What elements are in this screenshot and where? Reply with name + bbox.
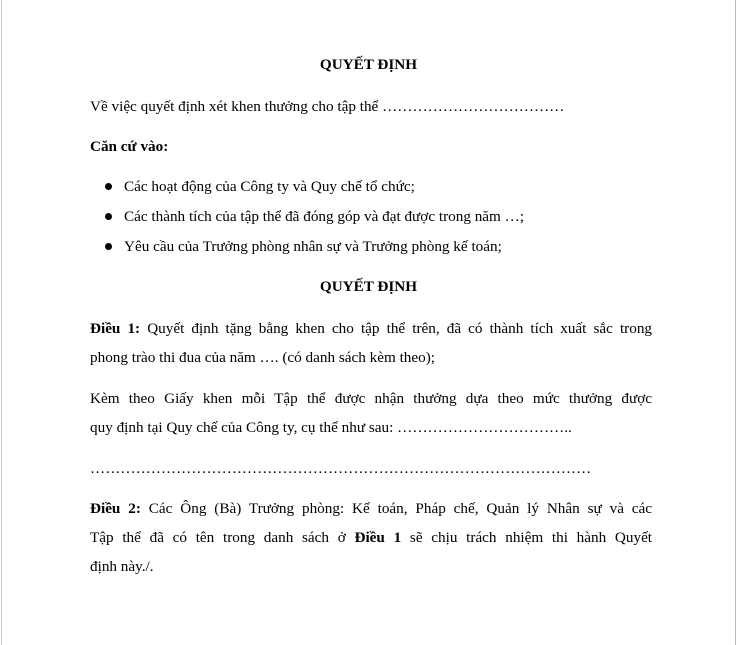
article-1-label: Điều 1: xyxy=(90,320,141,337)
basis-item: Yêu cầu của Trưởng phòng nhân sự và Trưởng phòng kế toán; xyxy=(124,238,502,255)
basis-heading: Căn cứ vào: xyxy=(90,138,169,155)
article-2-line-2 xyxy=(90,528,652,548)
article-1-line-2: phong trào thi đua của năm …. (có danh sách kèm theo); xyxy=(90,349,435,366)
attachment-line-1: Kèm theo Giấy khen mỗi Tập thể được nhận thưởng dựa theo mức thưởng được xyxy=(90,390,652,407)
article-2-label: Điều 2: xyxy=(90,500,141,517)
article-2-line-1 xyxy=(90,499,652,519)
bullet-icon xyxy=(105,243,112,250)
article-2-text: sẽ chịu trách nhiệm thi hành Quyết xyxy=(409,529,653,546)
article-2-text: Tập thể đã có tên trong danh sách ở xyxy=(90,529,346,546)
article-reference: Điều 1 xyxy=(354,529,402,546)
document-page xyxy=(1,0,736,645)
document-title: QUYẾT ĐỊNH xyxy=(319,56,418,73)
document-subtitle: Về việc quyết định xét khen thưởng cho tập thể ……………………………… xyxy=(90,98,565,115)
attachment-line-2: quy định tại Quy chế của Công ty, cụ thể như sau: …………………………….. xyxy=(90,419,572,436)
article-1-line-1 xyxy=(90,319,652,339)
bullet-icon xyxy=(105,183,112,190)
attachment-line-3: ……………………………………………………………………………………… xyxy=(90,460,592,477)
article-2-text: Các Ông (Bà) Trưởng phòng: Kế toán, Pháp chế, Quản lý Nhân sự và các xyxy=(148,500,653,517)
basis-item: Các hoạt động của Công ty và Quy chế tổ chức; xyxy=(124,178,415,195)
bullet-icon xyxy=(105,213,112,220)
article-1-text: Quyết định tặng bằng khen cho tập thể trên, đã có thành tích xuất sắc trong xyxy=(147,320,653,337)
basis-item: Các thành tích của tập thể đã đóng góp và đạt được trong năm …; xyxy=(124,208,525,225)
decision-heading: QUYẾT ĐỊNH xyxy=(319,278,418,295)
article-2-line-3: định này./. xyxy=(90,558,154,575)
